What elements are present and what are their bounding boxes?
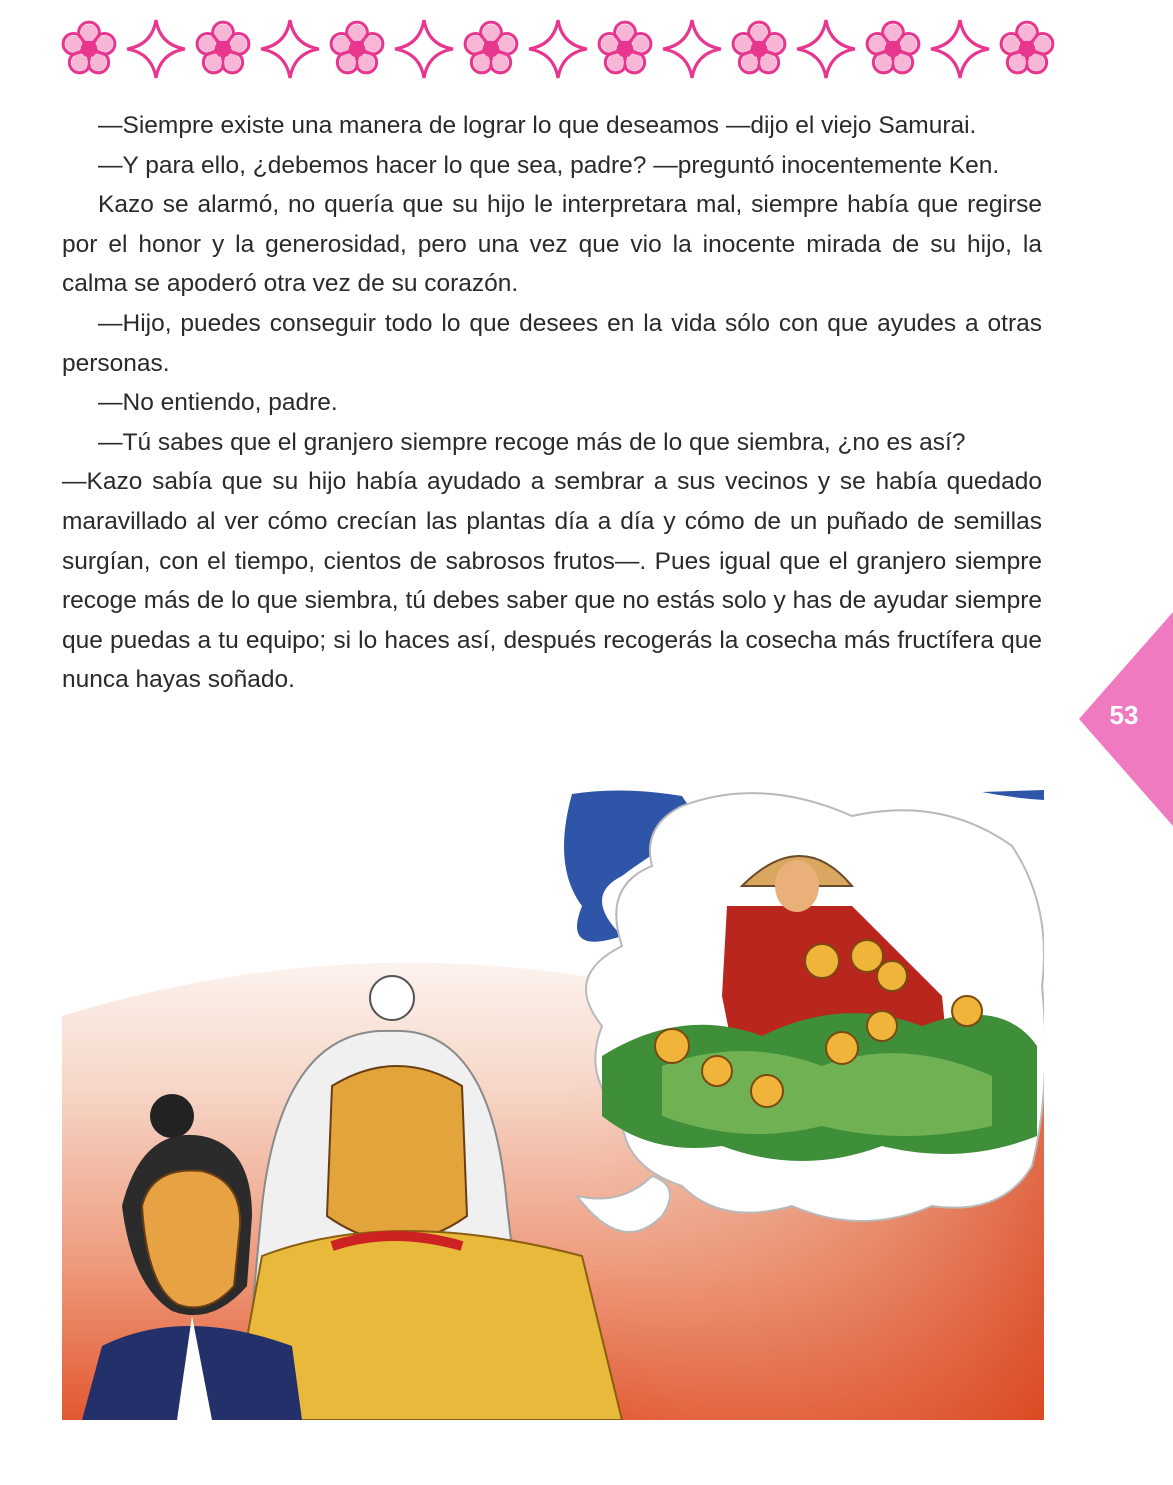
flower-icon: [460, 18, 522, 80]
diamond-star-icon: [929, 18, 991, 80]
flower-icon: [728, 18, 790, 80]
page-number: 53: [1109, 700, 1139, 730]
story-illustration: [62, 786, 1044, 1420]
paragraph: —Tú sabes que el granjero siempre recoge más de lo que siembra, ¿no es así?: [98, 428, 966, 456]
flower-icon: [862, 18, 924, 80]
flower-icon: [326, 18, 388, 80]
diamond-star-icon: [259, 18, 321, 80]
paragraph: —Kazo sabía que su hijo había ayudado a sembrar a sus vecinos y se había quedado maravillado al ver cómo crecían las plantas día a día y cómo de un puñado de semillas surgían, con el tiempo, cientos de sabrosos frutos—. Pues igual que el granjero siempre recoge más de lo que siembra, tú debes saber que no estás solo y has de ayudar siempre que puedas a tu equipo; si lo haces así, después recogerás la cosecha más fructífera que nunca hayas soñado.: [62, 468, 1042, 694]
flower-icon: [192, 18, 254, 80]
story-text: [62, 106, 1042, 700]
diamond-star-icon: [393, 18, 455, 80]
paragraph: —Hijo, puedes conseguir todo lo que desees en la vida sólo con que ayudes a otras personas.: [62, 309, 1042, 377]
diamond-star-icon: [125, 18, 187, 80]
diamond-star-icon: [795, 18, 857, 80]
flower-icon: [996, 18, 1058, 80]
paragraph: Kazo se alarmó, no quería que su hijo le interpretara mal, siempre había que regirse por el honor y la generosidad, pero una vez que vio la inocente mirada de su hijo, la calma se apoderó otra vez de su corazón.: [62, 191, 1042, 298]
paragraph: —Siempre existe una manera de lograr lo que deseamos —dijo el viejo Samurai.: [98, 112, 977, 139]
flower-icon: [58, 18, 120, 80]
illustration-art: [62, 786, 1044, 1420]
paragraph: —No entiendo, padre.: [98, 389, 338, 417]
diamond-star-icon: [661, 18, 723, 80]
diamond-star-icon: [527, 18, 589, 80]
paragraph: —Y para ello, ¿debemos hacer lo que sea, padre? —preguntó inocentemente Ken.: [98, 151, 1000, 179]
flower-icon: [594, 18, 656, 80]
decorative-border: [58, 16, 1058, 82]
